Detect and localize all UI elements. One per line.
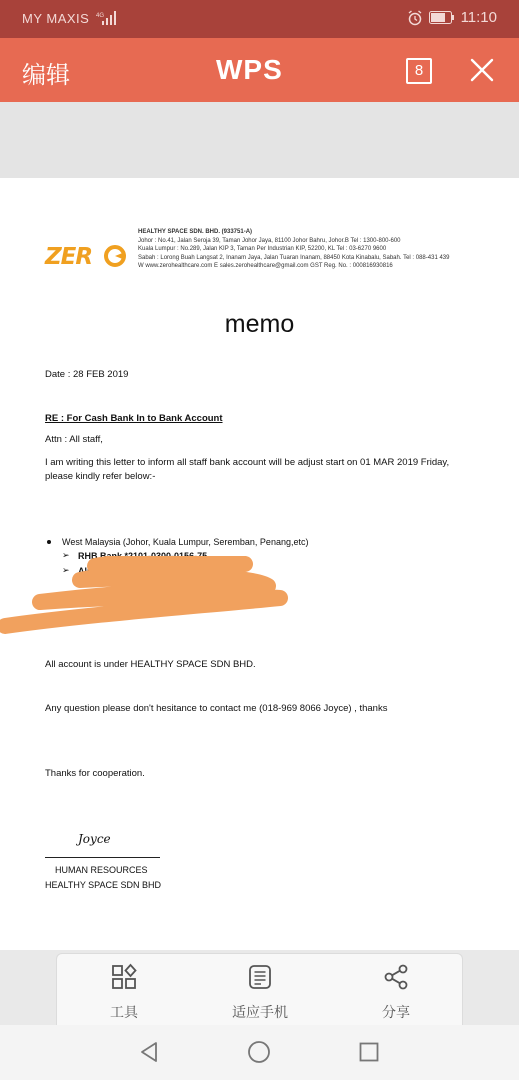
bottom-toolbar [56, 953, 463, 1025]
signature: Joyce [78, 832, 111, 846]
memo-subject: RE : For Cash Bank In to Bank Account [45, 413, 223, 424]
app-bar [0, 38, 519, 102]
memo-date: Date : 28 FEB 2019 [45, 369, 129, 380]
status-bar [0, 0, 519, 38]
document-top-margin [0, 102, 519, 178]
sign-role: HUMAN RESOURCES [55, 865, 148, 875]
memo-body-line: please kindly refer below:- [45, 471, 156, 482]
recent-apps-icon[interactable] [359, 1042, 379, 1062]
letterhead-text [138, 228, 498, 271]
bullet-text: West Malaysia (Johor, Kuala Lumpur, Seremban, Penang,etc) [62, 537, 309, 547]
letterhead-line: Kuala Lumpur : No.289, Jalan KIP 3, Taman Per Industrian KIP, 52200, KL Tel : 03-6270 9600 [138, 246, 387, 253]
close-icon[interactable] [470, 58, 494, 82]
memo-body-line: I am writing this letter to inform all staff bank account will be adjust start on 01 MAR 2019 Friday, [45, 457, 450, 468]
account-note: All account is under HEALTHY SPACE SDN BHD. [45, 659, 256, 670]
company-logo-icon [103, 244, 127, 268]
contact-note: Any question please don't hesitance to contact me (018-969 8066 Joyce) , thanks [45, 703, 388, 714]
memo-title: memo [224, 310, 295, 338]
letterhead-line: Johor : No.41, Jalan Seroja 39, Taman Johor Jaya, 81100 Johor Bahru, Johor.B Tel : 1300-800-600 [138, 237, 401, 244]
share-button[interactable] [346, 954, 446, 1026]
fit-phone-icon [246, 963, 274, 991]
letterhead-line: W www.zerohealthcare.com E sales.zerohealthcare@gmail.com GST Reg. No. : 000816930816 [138, 263, 393, 270]
redaction-scribble [0, 556, 300, 636]
bank-account-1: RHB Bank *2101-0300-0156-75 [78, 551, 208, 561]
signature-line [45, 857, 160, 858]
carrier-name: MY MAXIS [22, 11, 90, 26]
fit-phone-button[interactable] [210, 954, 310, 1026]
company-logo-text: ZER [45, 244, 93, 270]
edit-button[interactable]: 编辑 [22, 61, 70, 89]
home-icon[interactable] [247, 1040, 271, 1064]
share-label: 分享 [382, 1005, 410, 1021]
svg-text:4G: 4G [96, 13, 105, 19]
signal-icon [96, 11, 118, 25]
thanks-note: Thanks for cooperation. [45, 768, 145, 779]
wps-logo: WPS [216, 54, 283, 85]
fit-phone-label: 适应手机 [232, 1005, 288, 1021]
battery-icon [429, 11, 455, 24]
document-page[interactable] [0, 178, 519, 950]
page-count-button[interactable]: 8 [406, 58, 432, 84]
share-icon [382, 963, 410, 991]
sign-company: HEALTHY SPACE SDN BHD [45, 880, 162, 890]
memo-attn: Attn : All staff, [45, 434, 103, 445]
tools-label: 工具 [110, 1005, 138, 1021]
clock: 11:10 [460, 9, 497, 26]
bullet-dot [47, 540, 51, 544]
letterhead-line: Sabah : Lorong Buah Langsat 2, Inanam Jaya, Jalan Tuaran Inanam, 88450 Kota Kinabalu, Sabah. Tel : 088-431 439 [138, 254, 450, 261]
back-icon[interactable] [138, 1041, 160, 1063]
alarm-icon [407, 10, 423, 26]
tools-button[interactable] [74, 954, 174, 1026]
arrow-icon: ➢ [62, 565, 70, 575]
company-name: HEALTHY SPACE SDN. BHD. (933751-A) [138, 229, 253, 235]
bank-account-2: Alliance B [78, 566, 122, 576]
arrow-icon: ➢ [62, 550, 70, 560]
navigation-bar [0, 1025, 519, 1080]
grid-tools-icon [110, 963, 138, 991]
